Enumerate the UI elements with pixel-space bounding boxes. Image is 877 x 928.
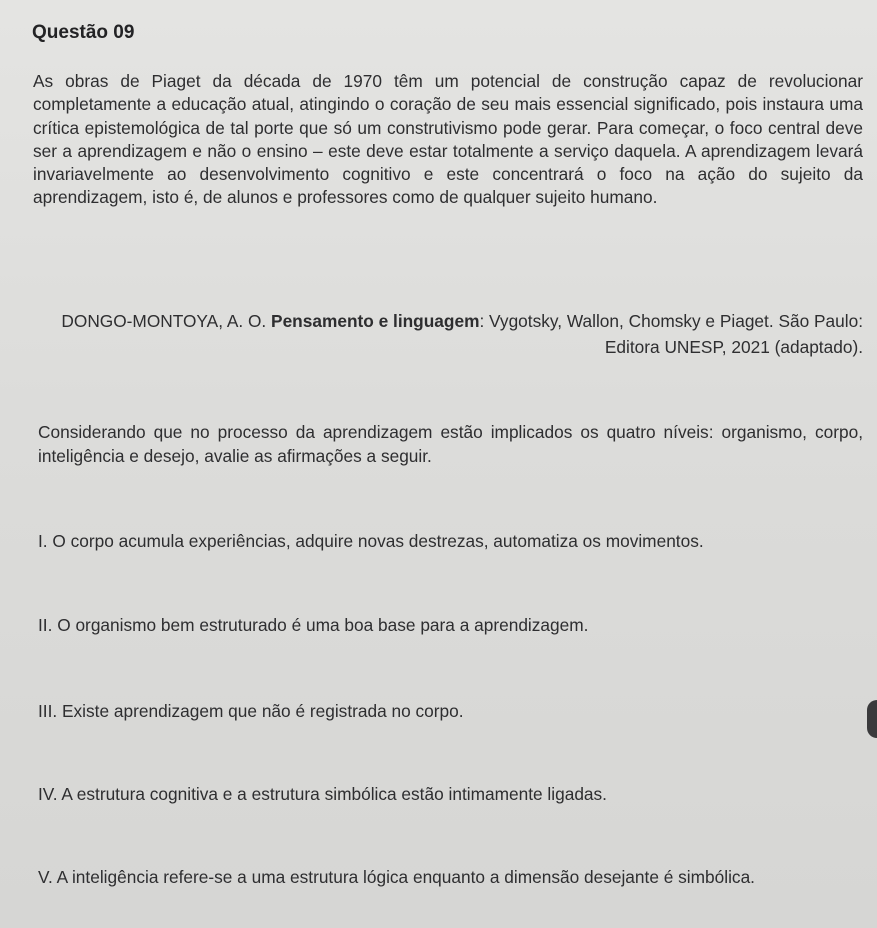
- edge-marker: [867, 700, 877, 738]
- statement-5: V. A inteligência refere-se a uma estrutura lógica enquanto a dimensão desejante é simbólica.: [38, 867, 755, 887]
- statement-3: III. Existe aprendizagem que não é registrada no corpo.: [38, 701, 464, 721]
- citation-author: DONGO-MONTOYA, A. O.: [61, 311, 267, 331]
- citation-rest: : Vygotsky, Wallon, Chomsky e Piaget. São Paulo: Editora UNESP, 2021 (adaptado).: [479, 311, 863, 357]
- citation: [60, 308, 863, 360]
- statement-1: I. O corpo acumula experiências, adquire novas destrezas, automatiza os movimentos.: [38, 531, 704, 551]
- citation-book-title: Pensamento e linguagem: [271, 311, 480, 331]
- statement-4: IV. A estrutura cognitiva e a estrutura simbólica estão intimamente ligadas.: [38, 784, 607, 804]
- question-prompt: Considerando que no processo da aprendizagem estão implicados os quatro níveis: organismo, corpo, inteligência e desejo, avalie as afirmações a seguir.: [38, 422, 863, 466]
- intro-paragraph: As obras de Piaget da década de 1970 têm um potencial de construção capaz de revolucionar completamente a educação atual, atingindo o coração de seu mais essencial significado, pois instaura uma crítica epistemológica de tal porte que só um construtivismo pode gerar. Para começar, o foco central deve ser a aprendizagem e não o ensino – este deve estar totalmente a serviço daquela. A aprendizagem levará invariavelmente ao desenvolvimento cognitivo e este concentrará o foco na ação do sujeito da aprendizagem, isto é, de alunos e professores como de qualquer sujeito humano.: [33, 71, 863, 208]
- statement-2: II. O organismo bem estruturado é uma boa base para a aprendizagem.: [38, 615, 589, 635]
- question-title: Questão 09: [32, 22, 135, 43]
